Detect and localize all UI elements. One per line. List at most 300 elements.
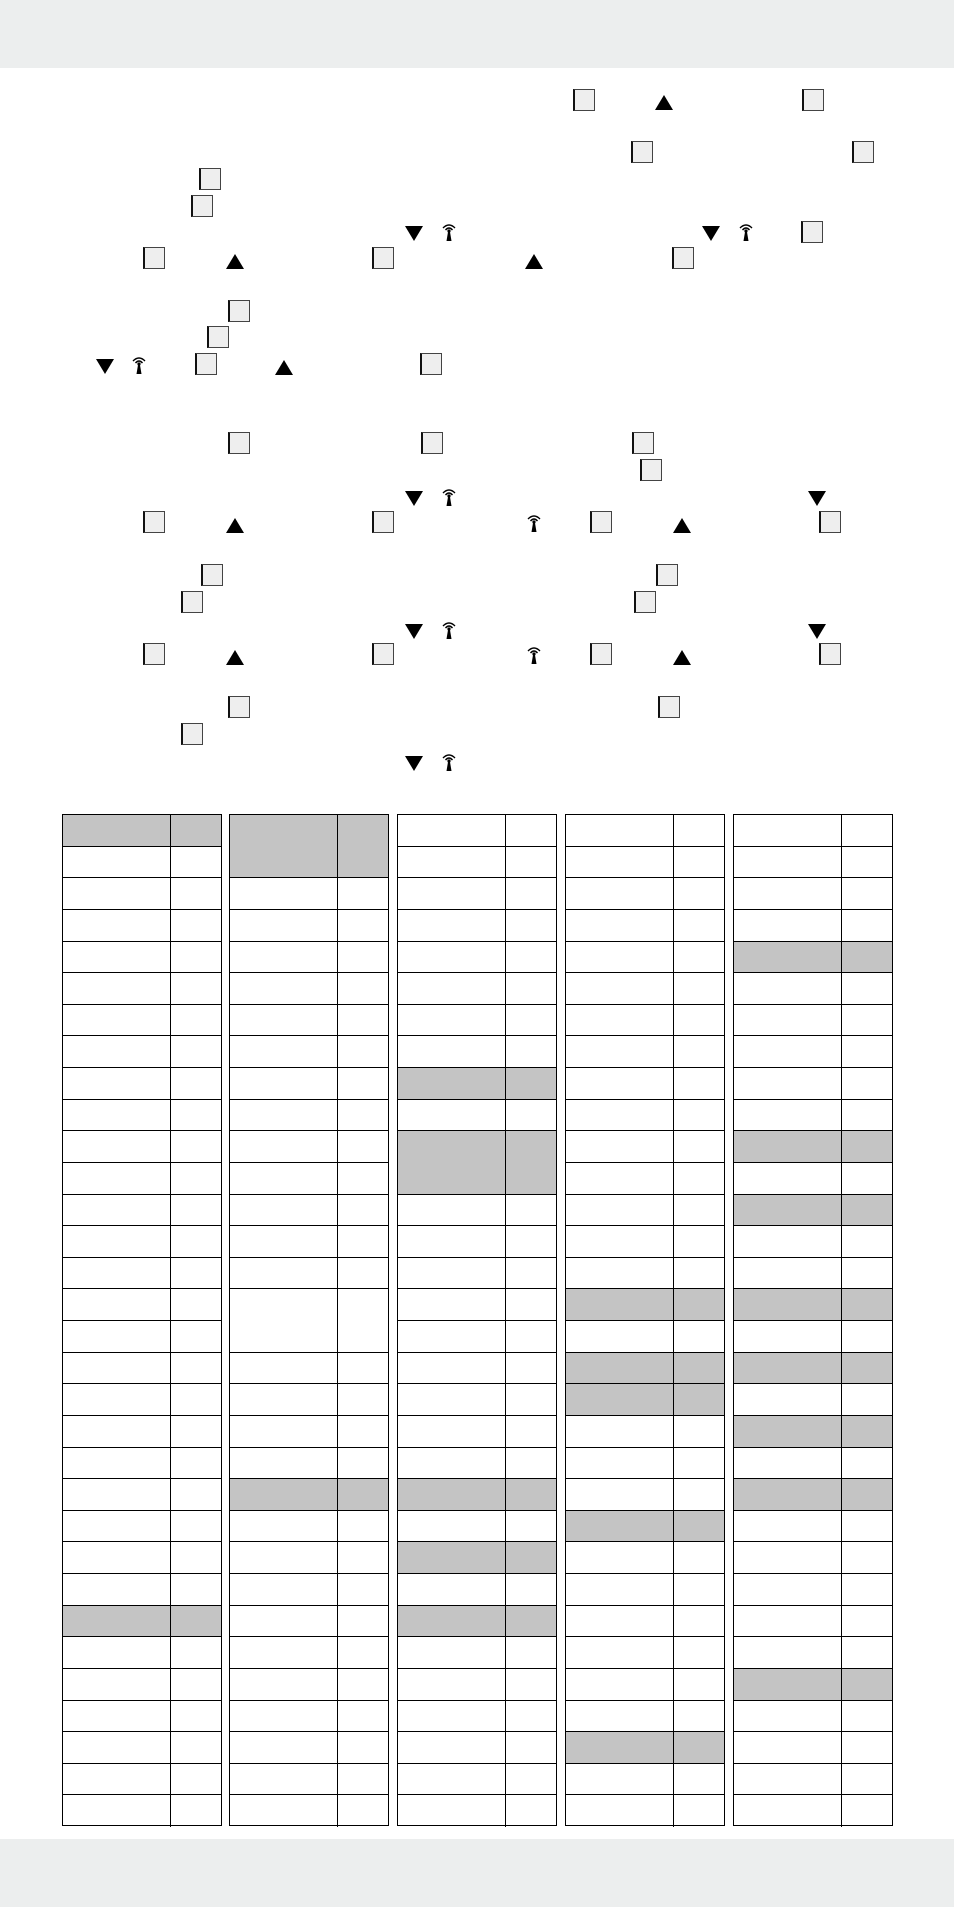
table-cell-label (230, 1479, 338, 1510)
button-key-icon (802, 89, 824, 111)
table-row (230, 1384, 388, 1416)
table-row (63, 1669, 221, 1701)
button-key-icon (181, 723, 203, 745)
table-cell-value (674, 1637, 724, 1668)
table-cell-value (171, 1036, 221, 1067)
table-cell-label (566, 1163, 674, 1194)
table-cell-label (566, 1068, 674, 1099)
table-cell-label (230, 1669, 338, 1700)
table-cell-label (63, 1732, 171, 1763)
table-cell-label (230, 1732, 338, 1763)
table-cell-label (566, 1511, 674, 1542)
table-cell-label (566, 1448, 674, 1479)
table-cell-value (674, 815, 724, 846)
table-cell-label (398, 1701, 506, 1732)
table-cell-label (398, 1795, 506, 1827)
table-row (398, 1574, 556, 1606)
table-row (566, 1384, 724, 1416)
table-cell-value (338, 973, 388, 1004)
table-cell-label (398, 815, 506, 846)
table-cell-value (842, 1036, 892, 1067)
table-cell-value (338, 878, 388, 909)
table-cell-label (230, 1036, 338, 1067)
table-row (63, 1574, 221, 1606)
table-row (63, 1384, 221, 1416)
table-cell-label (398, 1321, 506, 1352)
radio-antenna-icon (440, 222, 458, 242)
table-cell-value (506, 1764, 556, 1795)
table-cell-label (566, 1479, 674, 1510)
table-row (398, 1542, 556, 1574)
triangle-down-icon (702, 226, 720, 241)
table-cell-value (171, 1732, 221, 1763)
table-cell-value (842, 1479, 892, 1510)
table-cell-label (63, 1795, 171, 1827)
table-cell-value (171, 1511, 221, 1542)
table-cell-label (398, 1511, 506, 1542)
table-cell-label (63, 973, 171, 1004)
table-row (230, 1005, 388, 1037)
table-cell-label (566, 1100, 674, 1131)
table-cell-value (506, 1732, 556, 1763)
table-row (230, 973, 388, 1005)
table-cell-value (842, 1637, 892, 1668)
table-cell-value (506, 1195, 556, 1226)
table-cell-label (566, 1353, 674, 1384)
table-cell-value (171, 1005, 221, 1036)
table-cell-value (674, 1606, 724, 1637)
table-row (63, 1448, 221, 1480)
table-row (230, 1226, 388, 1258)
table-cell-value (674, 1511, 724, 1542)
table-cell-label (63, 1764, 171, 1795)
table-cell-value (338, 1416, 388, 1447)
table-cell-label (566, 878, 674, 909)
table-3 (397, 814, 557, 1826)
table-row (566, 973, 724, 1005)
table-row (230, 1606, 388, 1638)
table-cell-label (230, 1005, 338, 1036)
table-row (734, 1258, 892, 1290)
table-cell-label (398, 1131, 506, 1193)
table-row (63, 942, 221, 974)
table-cell-value (171, 1764, 221, 1795)
table-cell-value (674, 1005, 724, 1036)
button-key-icon (658, 696, 680, 718)
table-row (734, 1036, 892, 1068)
table-cell-value (171, 1163, 221, 1194)
table-4 (565, 814, 725, 1826)
table-cell-value (171, 847, 221, 878)
table-cell-value (506, 1448, 556, 1479)
table-cell-label (734, 1131, 842, 1162)
table-cell-label (734, 973, 842, 1004)
table-row (566, 1574, 724, 1606)
table-cell-value (338, 1131, 388, 1162)
radio-antenna-icon (525, 513, 543, 533)
button-key-icon (195, 353, 217, 375)
table-cell-label (566, 910, 674, 941)
table-cell-value (338, 1036, 388, 1067)
table-cell-value (842, 1068, 892, 1099)
top-margin-band (0, 0, 954, 68)
table-cell-label (734, 1732, 842, 1763)
table-cell-label (566, 1416, 674, 1447)
table-cell-label (398, 1416, 506, 1447)
table-cell-value (171, 1384, 221, 1415)
table-cell-label (566, 973, 674, 1004)
table-row (230, 1100, 388, 1132)
table-cell-value (506, 1542, 556, 1573)
table-cell-value (506, 1574, 556, 1605)
table-cell-value (171, 1131, 221, 1162)
table-cell-value (338, 1479, 388, 1510)
table-cell-value (506, 1701, 556, 1732)
table-cell-label (734, 815, 842, 846)
table-cell-value (674, 1100, 724, 1131)
table-row (566, 1637, 724, 1669)
table-row (566, 1258, 724, 1290)
table-cell-value (506, 878, 556, 909)
table-cell-value (338, 910, 388, 941)
table-row (230, 878, 388, 910)
table-cell-value (842, 1100, 892, 1131)
table-cell-label (398, 1258, 506, 1289)
table-cell-value (171, 942, 221, 973)
table-cell-value (338, 1195, 388, 1226)
table-row (230, 815, 388, 878)
table-cell-value (338, 1542, 388, 1573)
table-cell-label (398, 973, 506, 1004)
table-row (398, 1353, 556, 1385)
button-key-icon (201, 564, 223, 586)
table-cell-label (230, 878, 338, 909)
table-row (566, 1542, 724, 1574)
table-cell-label (734, 1606, 842, 1637)
table-cell-label (566, 1195, 674, 1226)
table-row (398, 910, 556, 942)
table-cell-label (734, 1701, 842, 1732)
table-row (63, 1321, 221, 1353)
table-row (63, 1542, 221, 1574)
table-row (566, 1036, 724, 1068)
table-cell-value (171, 1226, 221, 1257)
table-cell-label (398, 1289, 506, 1320)
table-cell-value (171, 1606, 221, 1637)
table-cell-value (506, 1511, 556, 1542)
table-row (566, 1479, 724, 1511)
table-cell-label (63, 1163, 171, 1194)
table-cell-label (63, 1479, 171, 1510)
table-cell-value (171, 1353, 221, 1384)
table-cell-label (63, 1542, 171, 1573)
table-cell-value (338, 1289, 388, 1351)
table-row (734, 1479, 892, 1511)
table-cell-label (566, 1669, 674, 1700)
table-cell-value (338, 1574, 388, 1605)
table-cell-label (230, 1448, 338, 1479)
table-cell-value (842, 1005, 892, 1036)
table-row (398, 1479, 556, 1511)
table-row (63, 1195, 221, 1227)
table-cell-label (63, 1289, 171, 1320)
table-cell-value (338, 1258, 388, 1289)
table-cell-value (506, 1036, 556, 1067)
table-cell-label (566, 1732, 674, 1763)
table-cell-value (506, 1416, 556, 1447)
table-1 (62, 814, 222, 1826)
table-cell-label (734, 1163, 842, 1194)
table-cell-value (842, 1574, 892, 1605)
table-cell-value (674, 847, 724, 878)
table-row (230, 1637, 388, 1669)
table-cell-value (506, 973, 556, 1004)
table-row (566, 1321, 724, 1353)
table-row (398, 1226, 556, 1258)
table-row (398, 1195, 556, 1227)
table-row (63, 1764, 221, 1796)
table-cell-value (338, 1226, 388, 1257)
table-row (63, 910, 221, 942)
table-cell-label (63, 878, 171, 909)
table-cell-label (734, 1416, 842, 1447)
table-cell-label (230, 1384, 338, 1415)
table-row (734, 1289, 892, 1321)
table-cell-value (842, 1416, 892, 1447)
table-cell-label (230, 1226, 338, 1257)
table-cell-value (506, 1068, 556, 1099)
table-cell-value (171, 1195, 221, 1226)
table-cell-value (842, 1289, 892, 1320)
table-row (734, 1321, 892, 1353)
table-cell-label (230, 1258, 338, 1289)
table-cell-value (674, 1068, 724, 1099)
table-cell-label (566, 815, 674, 846)
table-cell-label (63, 847, 171, 878)
table-cell-value (171, 1100, 221, 1131)
bottom-margin-band (0, 1839, 954, 1907)
table-cell-label (63, 1448, 171, 1479)
table-cell-value (674, 1764, 724, 1795)
button-key-icon (819, 511, 841, 533)
table-row (398, 1701, 556, 1733)
table-cell-label (398, 1542, 506, 1573)
table-row (734, 1416, 892, 1448)
table-row (566, 1669, 724, 1701)
triangle-down-icon (96, 359, 114, 374)
table-cell-label (398, 878, 506, 909)
table-cell-label (566, 1606, 674, 1637)
table-cell-label (566, 1542, 674, 1573)
radio-antenna-icon (440, 752, 458, 772)
table-cell-label (63, 1511, 171, 1542)
table-cell-value (171, 1258, 221, 1289)
table-cell-label (734, 1669, 842, 1700)
table-row (398, 942, 556, 974)
table-cell-value (842, 942, 892, 973)
table-cell-label (566, 1258, 674, 1289)
table-cell-value (842, 910, 892, 941)
table-cell-value (338, 815, 388, 877)
table-row (230, 1574, 388, 1606)
button-key-icon (819, 643, 841, 665)
table-cell-value (506, 1795, 556, 1827)
table-cell-value (842, 1542, 892, 1573)
table-row (398, 1036, 556, 1068)
table-row (63, 1701, 221, 1733)
table-cell-value (506, 1005, 556, 1036)
table-cell-value (674, 1448, 724, 1479)
table-row (734, 1068, 892, 1100)
table-row (734, 1701, 892, 1733)
table-cell-label (398, 1764, 506, 1795)
button-key-icon (143, 511, 165, 533)
table-cell-label (734, 1226, 842, 1257)
table-row (63, 878, 221, 910)
table-row (734, 1732, 892, 1764)
button-key-icon (228, 300, 250, 322)
button-key-icon (631, 141, 653, 163)
button-key-icon (143, 247, 165, 269)
table-cell-value (171, 1479, 221, 1510)
radio-antenna-icon (130, 355, 148, 375)
table-row (230, 1479, 388, 1511)
table-cell-label (398, 1353, 506, 1384)
table-row (566, 1732, 724, 1764)
table-cell-label (734, 1574, 842, 1605)
table-cell-label (398, 1195, 506, 1226)
table-cell-value (674, 1732, 724, 1763)
table-cell-value (674, 1289, 724, 1320)
table-cell-value (506, 1321, 556, 1352)
table-cell-label (566, 1289, 674, 1320)
triangle-down-icon (405, 491, 423, 506)
table-cell-value (506, 1384, 556, 1415)
button-key-icon (199, 168, 221, 190)
table-row (230, 1764, 388, 1796)
table-cell-label (230, 1131, 338, 1162)
table-cell-value (842, 1511, 892, 1542)
table-cell-value (506, 1258, 556, 1289)
table-cell-label (230, 1701, 338, 1732)
table-cell-value (171, 1542, 221, 1573)
table-cell-value (674, 1353, 724, 1384)
table-row (230, 1036, 388, 1068)
table-cell-label (63, 1384, 171, 1415)
table-cell-label (63, 1226, 171, 1257)
table-cell-label (734, 1321, 842, 1352)
triangle-up-icon (226, 254, 244, 269)
table-cell-label (230, 1637, 338, 1668)
table-cell-label (734, 1479, 842, 1510)
table-row (398, 1669, 556, 1701)
table-cell-label (63, 942, 171, 973)
table-cell-label (398, 1005, 506, 1036)
table-cell-value (674, 878, 724, 909)
table-row (230, 1353, 388, 1385)
table-cell-label (230, 1764, 338, 1795)
table-cell-value (338, 1606, 388, 1637)
table-cell-label (63, 1637, 171, 1668)
triangle-up-icon (226, 518, 244, 533)
table-cell-value (674, 1384, 724, 1415)
table-cell-label (566, 1226, 674, 1257)
table-row (566, 878, 724, 910)
table-cell-label (63, 910, 171, 941)
table-row (230, 1195, 388, 1227)
table-cell-label (63, 1606, 171, 1637)
table-row (566, 1416, 724, 1448)
table-row (734, 1100, 892, 1132)
table-cell-value (674, 1131, 724, 1162)
button-key-icon (420, 353, 442, 375)
table-row (63, 1795, 221, 1827)
table-cell-value (338, 1701, 388, 1732)
table-row (566, 1511, 724, 1543)
table-cell-value (842, 1321, 892, 1352)
table-row (398, 1384, 556, 1416)
button-key-icon (372, 643, 394, 665)
table-row (230, 1163, 388, 1195)
table-cell-label (398, 1226, 506, 1257)
table-cell-value (171, 1574, 221, 1605)
button-key-icon (228, 696, 250, 718)
table-cell-value (842, 1226, 892, 1257)
table-cell-value (506, 815, 556, 846)
table-row (230, 1448, 388, 1480)
button-key-icon (634, 591, 656, 613)
table-cell-label (230, 910, 338, 941)
table-row (734, 1226, 892, 1258)
table-row (230, 910, 388, 942)
table-cell-label (566, 847, 674, 878)
table-row (566, 1701, 724, 1733)
table-cell-label (734, 1258, 842, 1289)
table-cell-value (506, 1637, 556, 1668)
table-cell-value (338, 1100, 388, 1131)
table-cell-label (398, 1732, 506, 1763)
table-row (566, 1764, 724, 1796)
table-row (566, 1005, 724, 1037)
table-cell-value (506, 1289, 556, 1320)
table-row (734, 847, 892, 879)
table-cell-value (171, 1669, 221, 1700)
table-row (734, 1511, 892, 1543)
table-cell-label (566, 1637, 674, 1668)
table-cell-value (674, 1258, 724, 1289)
table-row (566, 1448, 724, 1480)
table-cell-label (566, 1384, 674, 1415)
table-row (566, 847, 724, 879)
table-cell-value (842, 1258, 892, 1289)
table-row (63, 1258, 221, 1290)
table-row (63, 973, 221, 1005)
table-row (63, 1416, 221, 1448)
table-row (734, 1163, 892, 1195)
table-cell-label (734, 1005, 842, 1036)
table-cell-value (338, 942, 388, 973)
table-cell-label (230, 1163, 338, 1194)
table-cell-value (842, 973, 892, 1004)
table-cell-label (566, 1574, 674, 1605)
table-row (734, 815, 892, 847)
table-row (230, 1732, 388, 1764)
table-cell-value (171, 973, 221, 1004)
table-cell-value (674, 973, 724, 1004)
table-cell-value (506, 910, 556, 941)
table-row (398, 1416, 556, 1448)
table-cell-value (338, 1637, 388, 1668)
